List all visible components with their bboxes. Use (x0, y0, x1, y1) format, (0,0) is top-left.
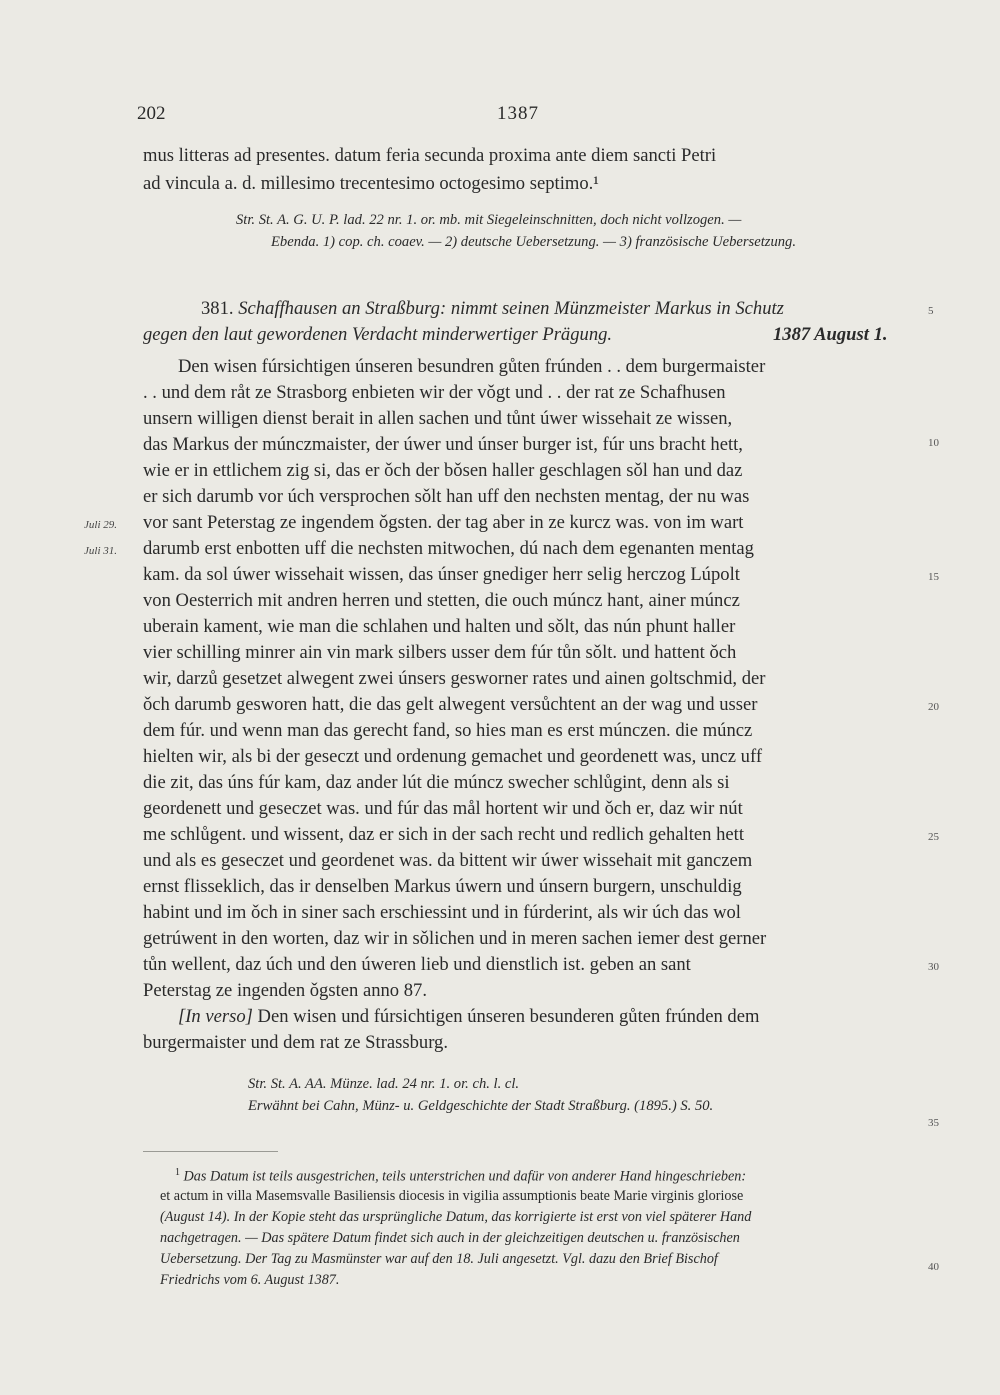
text-line-10: von Oesterrich mit andren herren und stetten, die ouch múncz hant, ainer múncz (143, 590, 740, 611)
text-line-19: me schlůgent. und wissent, daz er sich in der sach recht und redlich gehalten hett (143, 824, 745, 845)
line-marker-25: 25 (928, 831, 939, 843)
footnote-line-6: Friedrichs vom 6. August 1387. (160, 1272, 340, 1288)
text-line-22: habint und im ǒch in siner sach erschiessint und in fúrderint, als wir úch das wol (143, 902, 741, 923)
text-line-9: kam. da sol úwer wissehait wissen, das únser gnediger herr selig herczog Lúpolt (143, 564, 740, 585)
text-line-21: ernst flisseklich, das ir denselben Markus úwern und únsern burgern, unschuldig (143, 876, 742, 897)
text-line-2: . . und dem råt ze Strasborg enbieten wir der vǒgt und . . der rat ze Schafhusen (143, 382, 726, 403)
source-381-line-1: Str. St. A. AA. Münze. lad. 24 nr. 1. or. ch. l. cl. (248, 1076, 520, 1092)
document-title-line-2: gegen den laut gewordenen Verdacht minderwertiger Prägung. (143, 324, 613, 345)
line-marker-35: 35 (928, 1117, 939, 1129)
footnote-line-3: (August 14). In der Kopie steht das ursprüngliche Datum, das korrigierte ist erst von viel späterer Hand (160, 1209, 752, 1225)
source-381-line-2: Erwähnt bei Cahn, Münz- u. Geldgeschichte der Stadt Straßburg. (1895.) S. 50. (248, 1098, 714, 1114)
text-line-8: darumb erst enbotten uff die nechsten mitwochen, dú nach dem egenanten mentag (143, 538, 754, 559)
text-line-5: wie er in ettlichem zig si, das er ǒch der bǒsen haller geschlagen sǒl han und daz (143, 460, 743, 481)
footnote-line-1 (175, 1167, 746, 1186)
text-line-15: dem fúr. und wenn man das gerecht fand, so hies man es erst múnczen. die múncz (143, 720, 753, 741)
text-line-13: wir, darzů gesetzet alwegent zwei únsers gesworner rates und ainen goltschmid, der (143, 668, 766, 689)
line-marker-30: 30 (928, 961, 939, 973)
document-heading (201, 298, 784, 320)
line-marker-10: 10 (928, 437, 939, 449)
page-number: 202 (137, 103, 166, 124)
text-line-24: tůn wellent, daz úch und den úweren lieb und dienstlich ist. geben an sant (143, 954, 691, 975)
text-line-18: geordenett und geseczet was. und fúr das mål hortent wir und ǒch er, daz wir nút (143, 798, 743, 819)
footnote-text-1: Das Datum ist teils ausgestrichen, teils unterstrichen und dafür von anderer Hand hingeschrieben: (183, 1168, 747, 1185)
text-line-16: hielten wir, als bi der geseczt und ordenung gemachet und geordenett was, uncz uff (143, 746, 763, 767)
text-line-17: die zit, das úns fúr kam, daz ander lút die múncz swecher schlůgint, denn als si (143, 772, 730, 793)
footnote-line-5: Uebersetzung. Der Tag zu Masmünster war auf den 18. Juli angesetzt. Vgl. dazu den Brief Bischof (160, 1251, 718, 1267)
text-line-12: vier schilling minrer ain vin mark silbers usser dem fúr tůn sǒlt. und hattent ǒch (143, 642, 737, 663)
text-line-1: Den wisen fúrsichtigen únseren besundren gůten frúnden . . dem burgermaister (178, 356, 766, 377)
text-line-14: ǒch darumb gesworen hatt, die das gelt alwegent versůchtent an der wag und usser (143, 694, 758, 715)
verso-line-1 (178, 1006, 759, 1028)
line-marker-5: 5 (928, 305, 934, 317)
text-line-4: das Markus der múnczmaister, der úwer und únser burger ist, fúr uns bracht hett, (143, 434, 743, 455)
verso-line-2: burgermaister und dem rat ze Strassburg. (143, 1032, 448, 1053)
verso-label: [In verso] (178, 1006, 253, 1027)
source-380-line-2: Ebenda. 1) cop. ch. coaev. — 2) deutsche Uebersetzung. — 3) französische Uebersetzung. (271, 234, 796, 250)
document-number: 381. (201, 298, 234, 319)
margin-date-juli-29: Juli 29. (84, 519, 117, 531)
footnote-rule (143, 1151, 278, 1152)
footnote-line-4: nachgetragen. — Das spätere Datum findet sich auch in der gleichzeitigen deutschen u. französischen (160, 1230, 740, 1246)
footnote-marker: 1 (175, 1167, 180, 1178)
continuation-line-2: ad vincula a. d. millesimo trecentesimo octogesimo septimo.¹ (143, 173, 599, 194)
verso-text-1: Den wisen und fúrsichtigen únseren besunderen gůten frúnden dem (257, 1006, 760, 1027)
continuation-line-1: mus litteras ad presentes. datum feria secunda proxima ante diem sancti Petri (143, 145, 717, 166)
text-line-6: er sich darumb vor úch versprochen sǒlt han uff den nechsten mentag, der nu was (143, 486, 750, 507)
source-380-line-1: Str. St. A. G. U. P. lad. 22 nr. 1. or. mb. mit Siegeleinschnitten, doch nicht vollzogen. — (236, 212, 742, 228)
line-marker-20: 20 (928, 701, 939, 713)
text-line-3: unsern willigen dienst berait in allen sachen und tůnt úwer wissehait ze wissen, (143, 408, 733, 429)
document-date: 1387 August 1. (773, 324, 888, 345)
footnote-line-2: et actum in villa Masemsvalle Basiliensis diocesis in vigilia assumptionis beate Marie virginis gloriose (160, 1188, 744, 1204)
text-line-25: Peterstag ze ingenden ǒgsten anno 87. (143, 980, 427, 1001)
text-line-20: und als es geseczet und geordenet was. da bittent wir úwer wissehait mit ganczem (143, 850, 753, 871)
document-title-line-1: Schaffhausen an Straßburg: nimmt seinen Münzmeister Markus in Schutz (238, 298, 784, 319)
margin-date-juli-31: Juli 31. (84, 545, 117, 557)
line-marker-15: 15 (928, 571, 939, 583)
text-line-23: getrúwent in den worten, daz wir in sǒlichen und in meren sachen iemer dest gerner (143, 928, 767, 949)
line-marker-40: 40 (928, 1261, 939, 1273)
text-line-11: uberain kament, wie man die schlahen und halten und sǒlt, das nún phunt haller (143, 616, 736, 637)
running-title: 1387 (497, 103, 539, 124)
text-line-7: vor sant Peterstag ze ingendem ǒgsten. der tag aber in ze kurcz was. von im wart (143, 512, 744, 533)
